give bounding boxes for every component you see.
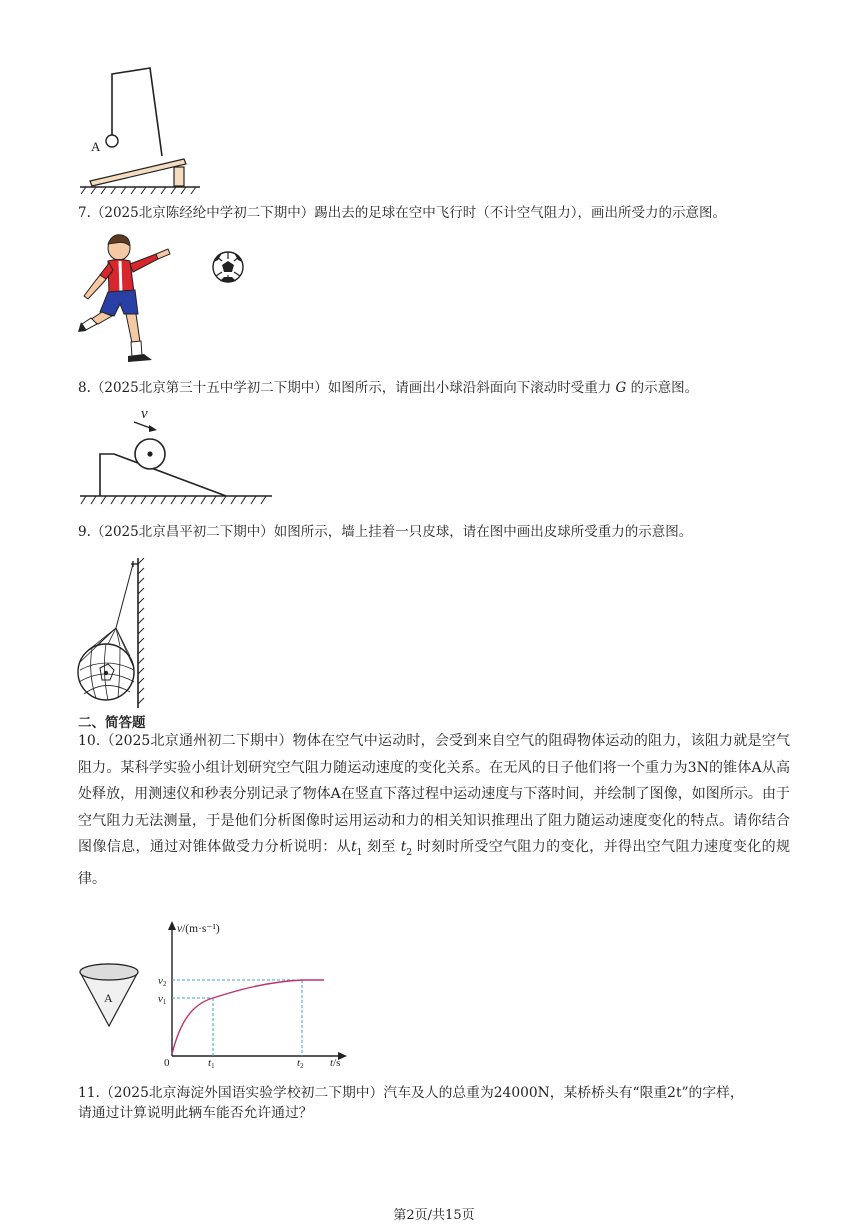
question-11-line2: 请通过计算说明此辆车能否允许通过？	[78, 1105, 313, 1121]
t2-label: t2	[297, 1057, 304, 1070]
y-axis-label: v/(m·s⁻¹)	[177, 923, 220, 935]
ball-label: A	[91, 139, 101, 154]
pendulum-figure	[78, 60, 208, 195]
velocity-curve	[172, 980, 324, 1054]
incline-figure	[78, 402, 278, 510]
question-7: 7.（2025北京陈经纶中学初二下期中）踢出去的足球在空中飞行时（不计空气阻力），画出所受力的示意图。	[78, 205, 726, 221]
cone-label: A	[104, 991, 113, 1005]
question-11-line1: 11.（2025北京海淀外国语实验学校初二下期中）汽车及人的总重为24000N，某桥桥头有“限重2t”的字样，	[78, 1085, 744, 1101]
section-heading: 二、简答题	[78, 715, 146, 731]
soccer-player-figure	[78, 232, 258, 367]
page-footer: 第2页/共15页	[393, 1208, 475, 1223]
origin-label: 0	[164, 1057, 170, 1069]
x-axis-label: t/s	[330, 1057, 341, 1069]
question-10: 10.（2025北京通州初二下期中）物体在空气中运动时，会受到来自空气的阻碍物体运动的阻力，该阻力就是空气阻力。某科学实验小组计划研究空气阻力随运动速度的变化关系。在无风的日子他们将一个重力为3N的锥体A从高处释放，用测速仪和秒表分别记录了物体A在竖直下落过程中运动速度与下落时间，并绘制了图像，如图所示。由于空气阻力无法测量，于是他们分析图像时运用运动和力的相关知识推理出了阻力随运动速度变化的特点。请你结合图像信息，通过对锥体做受力分析说明：从$t_1$ 刻至 $t_2$ 时刻时所受空气阻力的变化，并得出空气阻力速度变化的规律。	[78, 733, 791, 888]
question-9: 9.（2025北京昌平初二下期中）如图所示，墙上挂着一只皮球，请在图中画出皮球所受重力的示意图。	[78, 524, 693, 540]
hanging-ball-figure	[76, 552, 156, 712]
v1-label: v1	[158, 993, 167, 1006]
question-8: 8.（2025北京第三十五中学初二下期中）如图所示，请画出小球沿斜面向下滚动时受重力 G 的示意图。	[78, 380, 699, 396]
t1-label: t1	[208, 1057, 215, 1070]
v2-label: v2	[158, 975, 167, 988]
velocity-time-chart	[156, 918, 356, 1068]
velocity-label: v	[141, 406, 148, 422]
cone-figure	[78, 962, 148, 1032]
